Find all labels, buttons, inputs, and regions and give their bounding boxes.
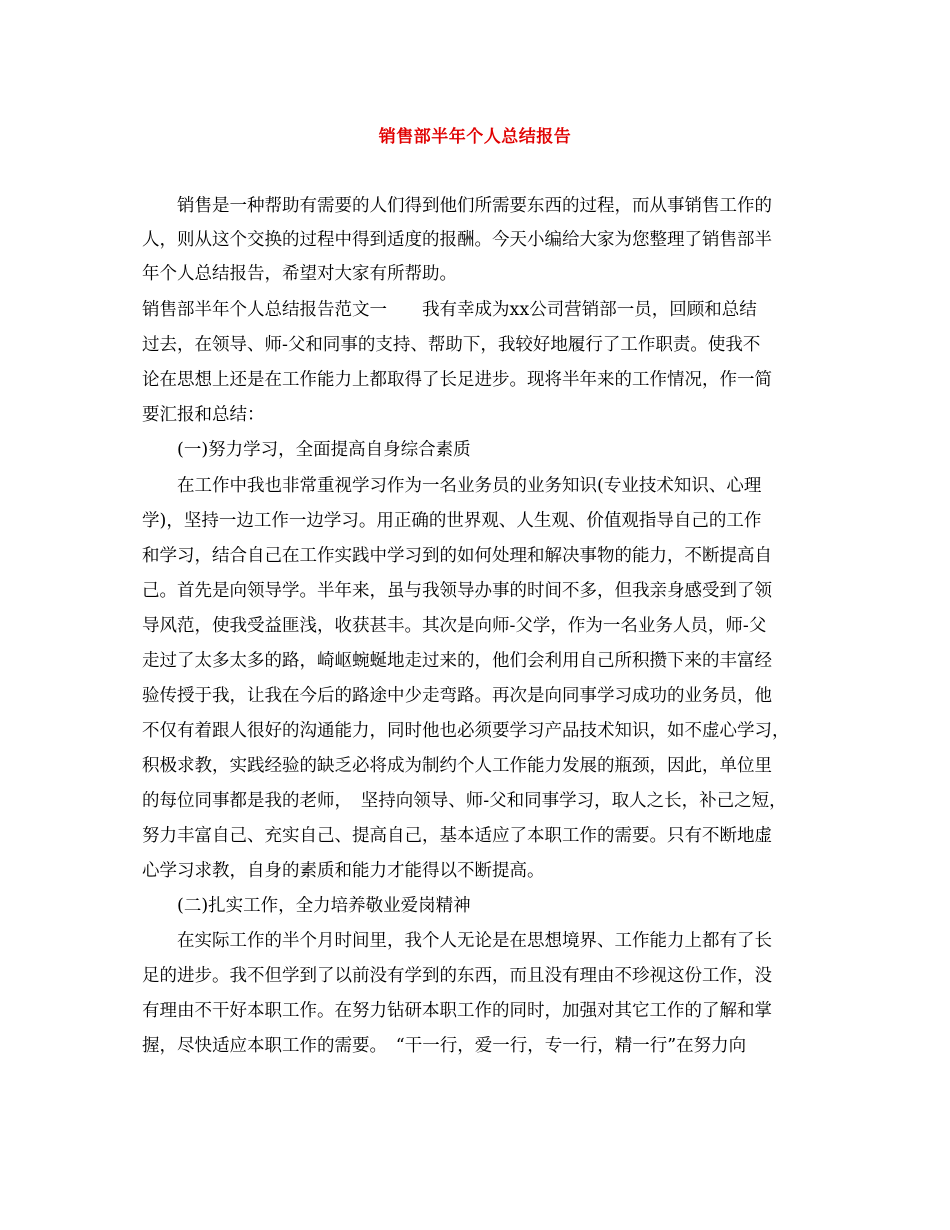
body-line: 论在思想上还是在工作能力上都取得了长足进步。现将半年来的工作情况，作一简 <box>142 370 772 390</box>
body-line: 握，尽快适应本职工作的需要。 “干一行，爱一行，专一行，精一行”在努力向 <box>142 1036 747 1056</box>
document-title: 销售部半年个人总结报告 <box>378 127 572 147</box>
body-line: 己。首先是向领导学。半年来，虽与我领导办事的时间不多，但我亲身感受到了领 <box>142 581 772 601</box>
section-heading: (二)扎实工作，全力培养敬业爱岗精神 <box>142 896 471 916</box>
body-line: 有理由不干好本职工作。在努力钻研本职工作的同时，加强对其它工作的了解和掌 <box>142 1001 772 1021</box>
body-line: 学)，坚持一边工作一边学习。用正确的世界观、人生观、价值观指导自己的工作 <box>142 511 762 531</box>
body-line: 验传授于我，让我在今后的路途中少走弯路。再次是向同事学习成功的业务员，他 <box>142 686 772 706</box>
body-line: 的每位同事都是我的老师， 坚持向领导、师-父和同事学习，取人之长，补己之短， <box>142 791 787 811</box>
body-line: 努力丰富自己、充实自己、提高自己，基本适应了本职工作的需要。只有不断地虚 <box>142 826 772 846</box>
body-line: 要汇报和总结： <box>142 405 265 425</box>
body-line: 积极求教，实践经验的缺乏必将成为制约个人工作能力发展的瓶颈，因此，单位里 <box>142 756 772 776</box>
body-line: 在工作中我也非常重视学习作为一名业务员的业务知识(专业技术知识、心理 <box>142 476 762 496</box>
body-line: 导风范，使我受益匪浅，收获甚丰。其次是向师-父学，作为一名业务人员，师-父 <box>142 616 767 636</box>
body-line: 销售是一种帮助有需要的人们得到他们所需要东西的过程，而从事销售工作的 <box>142 196 772 216</box>
body-line: 不仅有着跟人很好的沟通能力，同时他也必须要学习产品技术知识，如不虚心学习， <box>142 721 790 741</box>
body-line: 过去，在领导、师-父和同事的支持、帮助下，我较好地履行了工作职责。使我不 <box>142 335 761 355</box>
body-line: 走过了太多太多的路，崎岖蜿蜒地走过来的，他们会利用自己所积攒下来的丰富经 <box>142 651 772 671</box>
body-line: 心学习求教，自身的素质和能力才能得以不断提高。 <box>142 861 545 881</box>
body-line: 在实际工作的半个月时间里，我个人无论是在思想境界、工作能力上都有了长 <box>142 931 772 951</box>
section-heading: (一)努力学习，全面提高自身综合素质 <box>142 440 471 460</box>
body-line: 人，则从这个交换的过程中得到适度的报酬。今天小编给大家为您整理了销售部半 <box>142 230 772 250</box>
body-line: 销售部半年个人总结报告范文一 我有幸成为xx公司营销部一员，回顾和总结 <box>142 300 757 320</box>
body-line: 和学习，结合自己在工作实践中学习到的如何处理和解决事物的能力，不断提高自 <box>142 546 772 566</box>
body-line: 年个人总结报告，希望对大家有所帮助。 <box>142 264 457 284</box>
body-line: 足的进步。我不但学到了以前没有学到的东西，而且没有理由不珍视这份工作，没 <box>142 966 772 986</box>
